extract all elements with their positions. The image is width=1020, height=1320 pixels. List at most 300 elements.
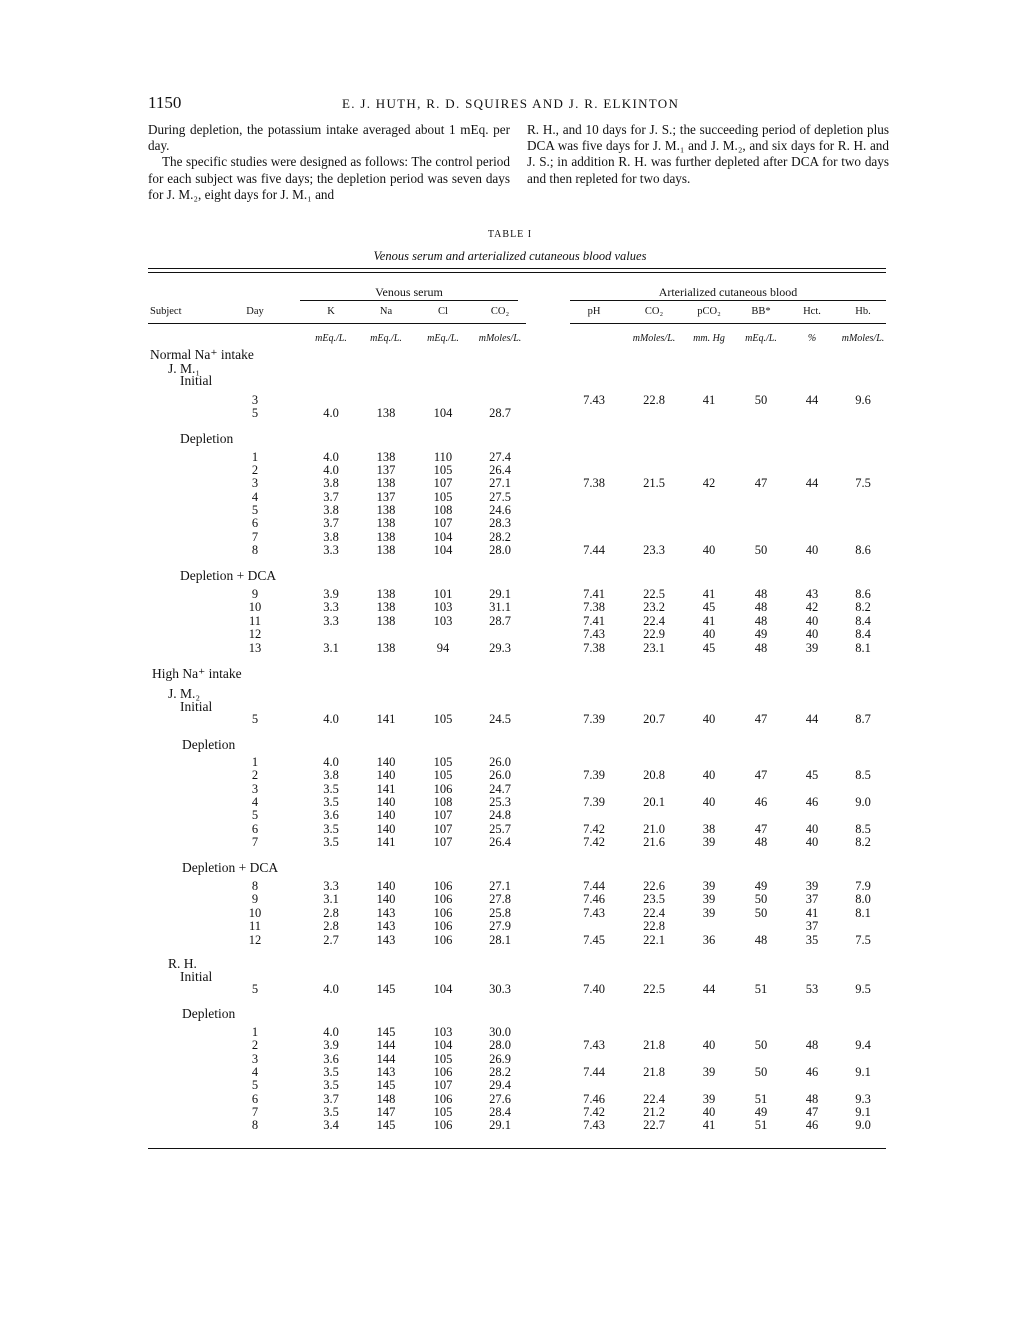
- cell-k: 3.7: [323, 490, 339, 504]
- section-high-na: High Na⁺ intake: [152, 666, 242, 681]
- cell-co2v: 24.8: [489, 808, 511, 822]
- cell-ph: 7.39: [583, 712, 605, 726]
- cell-k: 3.5: [323, 1105, 339, 1119]
- cell-co2v: 29.4: [489, 1078, 511, 1092]
- cell-k: 3.8: [323, 768, 339, 782]
- cell-day: 3: [251, 393, 259, 407]
- cell-na: 140: [376, 879, 396, 893]
- cell-k: 3.5: [323, 1065, 339, 1079]
- cell-pco2: 39: [702, 1092, 716, 1106]
- cell-na: 140: [376, 768, 396, 782]
- column-unit-co2v: mMoles/L.: [478, 333, 522, 344]
- cell-co2a: 22.4: [643, 906, 665, 920]
- cell-cl: 107: [433, 808, 453, 822]
- paragraph: During depletion, the potassium intake averaged about 1 mEq. per day.: [148, 122, 510, 154]
- cell-cl: 106: [433, 933, 453, 947]
- cell-day: 10: [248, 600, 262, 614]
- cell-co2v: 27.4: [489, 450, 511, 464]
- cell-co2v: 27.1: [489, 879, 511, 893]
- cell-pco2: 41: [702, 587, 716, 601]
- cell-na: 145: [376, 1078, 396, 1092]
- cell-co2v: 28.2: [489, 1065, 511, 1079]
- subject-jm2: J. M.₂: [168, 686, 201, 701]
- cell-co2v: 30.0: [489, 1025, 511, 1039]
- cell-cl: 107: [433, 822, 453, 836]
- cell-cl: 107: [433, 1078, 453, 1092]
- cell-hct: 40: [805, 614, 819, 628]
- cell-k: 3.6: [323, 808, 339, 822]
- cell-day: 7: [251, 530, 259, 544]
- cell-ph: 7.42: [583, 835, 605, 849]
- cell-cl: 106: [433, 1092, 453, 1106]
- cell-pco2: 40: [702, 1105, 716, 1119]
- cell-pco2: 38: [702, 822, 716, 836]
- cell-co2a: 21.8: [643, 1038, 665, 1052]
- cell-hct: 37: [805, 892, 819, 906]
- cell-day: 9: [251, 587, 259, 601]
- table-caption: Venous serum and arterialized cutaneous blood values: [373, 249, 647, 263]
- cell-pco2: 40: [702, 627, 716, 641]
- cell-na: 143: [376, 919, 396, 933]
- cell-na: 138: [376, 614, 396, 628]
- cell-ph: 7.45: [583, 933, 605, 947]
- cell-co2v: 27.6: [489, 1092, 511, 1106]
- cell-na: 141: [376, 835, 396, 849]
- cell-day: 11: [248, 614, 262, 628]
- cell-co2v: 26.0: [489, 768, 511, 782]
- cell-k: 3.5: [323, 782, 339, 796]
- cell-co2a: 20.1: [643, 795, 665, 809]
- cell-day: 5: [251, 1078, 259, 1092]
- cell-pco2: 39: [702, 879, 716, 893]
- cell-bb: 50: [754, 906, 768, 920]
- cell-na: 138: [376, 530, 396, 544]
- cell-day: 5: [251, 406, 259, 420]
- cell-bb: 47: [754, 712, 768, 726]
- cell-hct: 53: [805, 982, 819, 996]
- cell-co2a: 22.1: [643, 933, 665, 947]
- cell-hct: 45: [805, 768, 819, 782]
- cell-bb: 50: [754, 1038, 768, 1052]
- cell-cl: 103: [433, 614, 453, 628]
- cell-cl: 105: [433, 490, 453, 504]
- cell-k: 3.8: [323, 476, 339, 490]
- cell-co2a: 21.2: [643, 1105, 665, 1119]
- cell-hb: 8.1: [855, 906, 871, 920]
- cell-co2v: 31.1: [489, 600, 511, 614]
- cell-hct: 46: [805, 1065, 819, 1079]
- column-unit-hct: %: [807, 333, 817, 344]
- cell-day: 4: [251, 490, 259, 504]
- cell-pco2: 41: [702, 1118, 716, 1132]
- cell-k: 4.0: [323, 450, 339, 464]
- cell-hb: 8.5: [855, 822, 871, 836]
- cell-co2a: 21.8: [643, 1065, 665, 1079]
- cell-na: 137: [376, 463, 396, 477]
- cell-cl: 107: [433, 516, 453, 530]
- cell-na: 138: [376, 406, 396, 420]
- cell-hb: 9.4: [855, 1038, 871, 1052]
- cell-ph: 7.43: [583, 1038, 605, 1052]
- cell-hct: 39: [805, 641, 819, 655]
- cell-hb: 7.9: [855, 879, 871, 893]
- cell-day: 5: [251, 503, 259, 517]
- cell-k: 4.0: [323, 1025, 339, 1039]
- cell-co2a: 23.1: [643, 641, 665, 655]
- cell-hb: 7.5: [855, 476, 871, 490]
- cell-day: 4: [251, 1065, 259, 1079]
- cell-co2v: 26.9: [489, 1052, 511, 1066]
- cell-na: 140: [376, 755, 396, 769]
- cell-co2a: 23.3: [643, 543, 665, 557]
- cell-pco2: 41: [702, 393, 716, 407]
- cell-co2a: 22.8: [643, 393, 665, 407]
- table-top-rule: [148, 268, 886, 269]
- cell-co2v: 27.9: [489, 919, 511, 933]
- cell-co2v: 28.3: [489, 516, 511, 530]
- cell-co2a: 22.5: [643, 982, 665, 996]
- cell-co2a: 23.2: [643, 600, 665, 614]
- cell-k: 3.3: [323, 879, 339, 893]
- cell-na: 144: [376, 1052, 396, 1066]
- column-unit-pco2: mm. Hg: [693, 333, 725, 344]
- cell-hb: 9.0: [855, 795, 871, 809]
- cell-cl: 108: [433, 795, 453, 809]
- cell-ph: 7.44: [583, 1065, 605, 1079]
- cell-hct: 48: [805, 1092, 819, 1106]
- column-unit-cl: mEq./L.: [427, 333, 459, 344]
- cell-pco2: 45: [702, 600, 716, 614]
- cell-day: 6: [251, 822, 259, 836]
- column-header-na: Na: [379, 306, 393, 317]
- cell-hct: 47: [805, 1105, 819, 1119]
- cell-hb: 9.6: [855, 393, 871, 407]
- group-header-arterial: Arterialized cutaneous blood: [658, 285, 798, 299]
- cell-day: 8: [251, 1118, 259, 1132]
- cell-bb: 50: [754, 393, 768, 407]
- cell-ph: 7.40: [583, 982, 605, 996]
- group-rule-arterial: [570, 300, 886, 301]
- column-unit-bb: mEq./L.: [745, 333, 777, 344]
- cell-pco2: 40: [702, 1038, 716, 1052]
- column-header-k: K: [327, 306, 335, 317]
- cell-day: 12: [248, 627, 262, 641]
- column-header-hct: Hct.: [803, 306, 821, 317]
- cell-hct: 46: [805, 1118, 819, 1132]
- cell-hb: 8.2: [855, 835, 871, 849]
- cell-co2v: 27.5: [489, 490, 511, 504]
- cell-hb: 8.5: [855, 768, 871, 782]
- section-normal-na: Normal Na⁺ intake: [150, 347, 254, 362]
- cell-day: 2: [251, 463, 259, 477]
- cell-co2a: 22.5: [643, 587, 665, 601]
- cell-day: 5: [251, 712, 259, 726]
- cell-pco2: 40: [702, 795, 716, 809]
- cell-co2a: 21.0: [643, 822, 665, 836]
- cell-hct: 43: [805, 587, 819, 601]
- cell-hb: 8.4: [855, 627, 871, 641]
- column-unit-na: mEq./L.: [370, 333, 402, 344]
- cell-k: 2.8: [323, 906, 339, 920]
- cell-na: 140: [376, 892, 396, 906]
- group-header-venous: Venous serum: [375, 285, 443, 299]
- cell-co2a: 22.6: [643, 879, 665, 893]
- cell-pco2: 39: [702, 906, 716, 920]
- cell-na: 138: [376, 600, 396, 614]
- cell-cl: 106: [433, 1065, 453, 1079]
- subject-rh: R. H.: [168, 956, 197, 971]
- cell-k: 3.3: [323, 614, 339, 628]
- cell-k: 4.0: [323, 712, 339, 726]
- cell-pco2: 40: [702, 768, 716, 782]
- cell-day: 3: [251, 782, 259, 796]
- cell-hb: 9.1: [855, 1065, 871, 1079]
- cell-k: 3.5: [323, 822, 339, 836]
- cell-na: 140: [376, 822, 396, 836]
- cell-hb: 8.0: [855, 892, 871, 906]
- cell-pco2: 45: [702, 641, 716, 655]
- cell-cl: 104: [433, 1038, 453, 1052]
- cell-k: 3.3: [323, 543, 339, 557]
- cell-cl: 105: [433, 768, 453, 782]
- column-unit-k: mEq./L.: [315, 333, 347, 344]
- cell-k: 3.4: [323, 1118, 339, 1132]
- cell-bb: 50: [754, 892, 768, 906]
- cell-cl: 105: [433, 712, 453, 726]
- cell-hb: 9.3: [855, 1092, 871, 1106]
- cell-co2a: 22.4: [643, 1092, 665, 1106]
- table-top-rule: [148, 272, 886, 273]
- cell-day: 6: [251, 516, 259, 530]
- cell-cl: 106: [433, 906, 453, 920]
- cell-bb: 46: [754, 795, 768, 809]
- cell-ph: 7.44: [583, 879, 605, 893]
- period-depletion: Depletion: [182, 737, 236, 752]
- column-header-co2v: CO₂: [490, 306, 510, 317]
- cell-hb: 8.2: [855, 600, 871, 614]
- cell-cl: 104: [433, 406, 453, 420]
- cell-cl: 104: [433, 543, 453, 557]
- column-header-ph: pH: [587, 306, 601, 317]
- cell-co2v: 24.6: [489, 503, 511, 517]
- cell-co2v: 30.3: [489, 982, 511, 996]
- header-rule: [148, 323, 526, 324]
- cell-bb: 51: [754, 982, 768, 996]
- cell-ph: 7.41: [583, 614, 605, 628]
- cell-co2v: 26.0: [489, 755, 511, 769]
- cell-ph: 7.41: [583, 587, 605, 601]
- cell-hct: 41: [805, 906, 819, 920]
- cell-ph: 7.46: [583, 892, 605, 906]
- cell-co2v: 28.1: [489, 933, 511, 947]
- cell-k: 3.5: [323, 835, 339, 849]
- cell-hb: 9.1: [855, 1105, 871, 1119]
- cell-bb: 48: [754, 600, 768, 614]
- cell-na: 138: [376, 450, 396, 464]
- cell-k: 3.9: [323, 1038, 339, 1052]
- cell-hb: 8.7: [855, 712, 871, 726]
- cell-hb: 9.5: [855, 982, 871, 996]
- cell-na: 145: [376, 982, 396, 996]
- cell-k: 3.3: [323, 600, 339, 614]
- cell-bb: 47: [754, 768, 768, 782]
- column-header-bb: BB*: [751, 306, 771, 317]
- cell-ph: 7.38: [583, 476, 605, 490]
- table-label: TABLE I: [487, 229, 533, 240]
- cell-bb: 49: [754, 879, 768, 893]
- cell-ph: 7.39: [583, 768, 605, 782]
- left-text-column: [148, 122, 510, 203]
- cell-k: 2.8: [323, 919, 339, 933]
- cell-hct: 42: [805, 600, 819, 614]
- cell-day: 9: [251, 892, 259, 906]
- cell-na: 138: [376, 476, 396, 490]
- cell-day: 2: [251, 1038, 259, 1052]
- cell-pco2: 42: [702, 476, 716, 490]
- cell-na: 141: [376, 782, 396, 796]
- column-header-pco2: pCO₂: [697, 306, 721, 317]
- cell-hct: 40: [805, 543, 819, 557]
- cell-co2a: 22.9: [643, 627, 665, 641]
- cell-k: 3.1: [323, 892, 339, 906]
- cell-bb: 49: [754, 627, 768, 641]
- cell-bb: 48: [754, 614, 768, 628]
- cell-cl: 108: [433, 503, 453, 517]
- cell-na: 148: [376, 1092, 396, 1106]
- cell-k: 4.0: [323, 406, 339, 420]
- cell-k: 4.0: [323, 982, 339, 996]
- cell-day: 8: [251, 543, 259, 557]
- page-number: 1150: [148, 93, 182, 112]
- cell-na: 141: [376, 712, 396, 726]
- cell-k: 3.5: [323, 1078, 339, 1092]
- cell-day: 7: [251, 1105, 259, 1119]
- cell-pco2: 39: [702, 1065, 716, 1079]
- cell-hb: 8.6: [855, 587, 871, 601]
- cell-cl: 107: [433, 476, 453, 490]
- cell-day: 1: [251, 450, 259, 464]
- cell-na: 140: [376, 795, 396, 809]
- cell-na: 144: [376, 1038, 396, 1052]
- cell-bb: 50: [754, 1065, 768, 1079]
- cell-hct: 40: [805, 627, 819, 641]
- cell-k: 3.7: [323, 516, 339, 530]
- cell-co2v: 26.4: [489, 463, 511, 477]
- cell-hb: 8.6: [855, 543, 871, 557]
- cell-co2v: 28.4: [489, 1105, 511, 1119]
- cell-hct: 44: [805, 712, 819, 726]
- cell-hb: 8.4: [855, 614, 871, 628]
- cell-k: 3.9: [323, 587, 339, 601]
- cell-co2v: 25.3: [489, 795, 511, 809]
- cell-hct: 37: [805, 919, 819, 933]
- cell-co2a: 20.7: [643, 712, 665, 726]
- cell-na: 147: [376, 1105, 396, 1119]
- cell-k: 4.0: [323, 755, 339, 769]
- subject-jm1: J. M.₁: [168, 361, 201, 376]
- cell-na: 138: [376, 587, 396, 601]
- cell-cl: 106: [433, 782, 453, 796]
- cell-hct: 39: [805, 879, 819, 893]
- cell-na: 143: [376, 1065, 396, 1079]
- cell-cl: 106: [433, 919, 453, 933]
- column-unit-co2a: mMoles/L.: [632, 333, 676, 344]
- period-initial: Initial: [180, 373, 213, 388]
- period-depletion: Depletion: [182, 1006, 236, 1021]
- cell-co2v: 27.8: [489, 892, 511, 906]
- cell-co2v: 24.7: [489, 782, 511, 796]
- cell-cl: 103: [433, 600, 453, 614]
- cell-day: 5: [251, 808, 259, 822]
- cell-na: 137: [376, 490, 396, 504]
- cell-day: 1: [251, 755, 259, 769]
- right-text-column: [527, 122, 889, 187]
- cell-hct: 35: [805, 933, 819, 947]
- cell-co2v: 28.7: [489, 614, 511, 628]
- cell-bb: 47: [754, 476, 768, 490]
- cell-hct: 40: [805, 822, 819, 836]
- running-head: E. J. HUTH, R. D. SQUIRES AND J. R. ELKINTON: [342, 96, 680, 111]
- cell-cl: 94: [436, 641, 450, 655]
- cell-na: 145: [376, 1118, 396, 1132]
- cell-co2v: 24.5: [489, 712, 511, 726]
- paragraph: R. H., and 10 days for J. S.; the succeeding period of depletion plus DCA was five days for J. M.₁ and J. M.₂, and six days for R. H. and J. S.; in addition R. H. was further depleted after DCA for two days and then repleted for two days.: [527, 122, 889, 186]
- cell-day: 7: [251, 835, 259, 849]
- period-depletion-dca: Depletion + DCA: [182, 860, 279, 875]
- cell-cl: 105: [433, 755, 453, 769]
- cell-ph: 7.42: [583, 822, 605, 836]
- cell-cl: 104: [433, 530, 453, 544]
- column-header-co2a: CO₂: [644, 306, 664, 317]
- cell-bb: 51: [754, 1092, 768, 1106]
- column-header-cl: Cl: [438, 306, 448, 317]
- column-header-hb: Hb.: [855, 306, 871, 317]
- cell-day: 4: [251, 795, 259, 809]
- cell-co2a: 22.7: [643, 1118, 665, 1132]
- cell-na: 138: [376, 503, 396, 517]
- cell-co2v: 29.1: [489, 1118, 511, 1132]
- cell-hct: 46: [805, 795, 819, 809]
- cell-pco2: 39: [702, 892, 716, 906]
- cell-ph: 7.39: [583, 795, 605, 809]
- cell-hb: 9.0: [855, 1118, 871, 1132]
- cell-co2v: 28.7: [489, 406, 511, 420]
- cell-co2v: 26.4: [489, 835, 511, 849]
- cell-cl: 104: [433, 982, 453, 996]
- column-unit-hb: mMoles/L.: [841, 333, 885, 344]
- cell-co2a: 22.4: [643, 614, 665, 628]
- cell-cl: 105: [433, 463, 453, 477]
- cell-day: 3: [251, 476, 259, 490]
- cell-day: 1: [251, 1025, 259, 1039]
- header-rule: [570, 323, 886, 324]
- cell-pco2: 40: [702, 543, 716, 557]
- cell-ph: 7.44: [583, 543, 605, 557]
- cell-cl: 105: [433, 1105, 453, 1119]
- cell-hct: 40: [805, 835, 819, 849]
- cell-pco2: 44: [702, 982, 716, 996]
- cell-bb: 49: [754, 1105, 768, 1119]
- cell-co2v: 25.8: [489, 906, 511, 920]
- cell-pco2: 40: [702, 712, 716, 726]
- cell-na: 140: [376, 808, 396, 822]
- cell-na: 143: [376, 906, 396, 920]
- cell-cl: 105: [433, 1052, 453, 1066]
- cell-day: 10: [248, 906, 262, 920]
- cell-bb: 48: [754, 835, 768, 849]
- cell-bb: 50: [754, 543, 768, 557]
- cell-pco2: 39: [702, 835, 716, 849]
